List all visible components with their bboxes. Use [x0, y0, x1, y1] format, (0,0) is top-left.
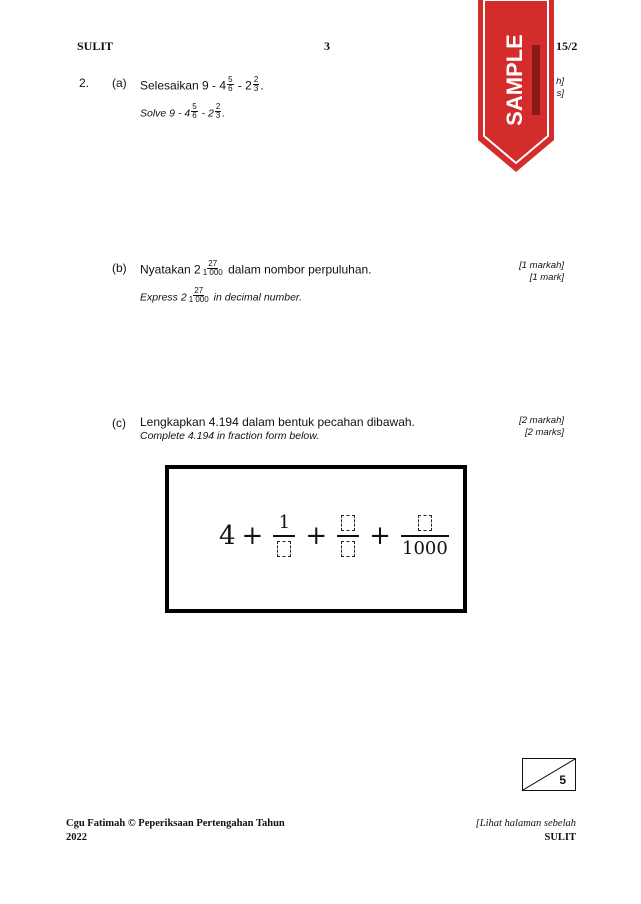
fraction-1	[273, 513, 295, 559]
page-number: 3	[324, 39, 330, 53]
blank-box[interactable]	[341, 515, 355, 531]
part-a-marks: h] s]	[556, 76, 564, 99]
fraction: $\frac{27}{1 000}$	[202, 259, 223, 277]
part-c-malay: Lengkapkan 4.194 dalam bentuk pecahan dibawah.	[140, 415, 415, 429]
fraction: $\frac{2}{3}$	[253, 75, 259, 93]
fraction-3-denominator: 1000	[402, 538, 448, 559]
fraction-1-numerator: 1	[273, 513, 295, 537]
plus-sign: +	[241, 521, 264, 551]
part-a-malay: Selesaikan 9 - 4 $\frac{5}{6}$ - 2 $\frac{2}{3}$ .	[140, 75, 264, 93]
fraction-expression	[219, 513, 453, 559]
part-a-english: Solve 9 - 4 $\frac{5}{6}$ - 2 $\frac{2}{3}$ .	[140, 102, 226, 120]
blank-box[interactable]	[418, 515, 432, 531]
fraction-2	[337, 513, 359, 559]
header-sulit: SULIT	[77, 39, 114, 53]
score-value: 5	[559, 773, 566, 787]
fraction: $\frac{5}{6}$	[228, 75, 233, 93]
sample-stamp	[478, 0, 554, 172]
part-c-label: (c)	[112, 416, 126, 430]
stamp-text: SAMPLE	[502, 34, 527, 126]
fraction: $\frac{2}{3}$	[215, 102, 221, 120]
part-c-marks: [2 markah] [2 marks]	[519, 415, 564, 438]
paper-code: 15/2	[556, 39, 578, 53]
plus-sign: +	[369, 521, 391, 551]
plus-sign: +	[305, 521, 328, 551]
score-box	[522, 758, 576, 791]
fraction-3	[401, 513, 449, 559]
part-b-malay: Nyatakan 2 $\frac{27}{1 000}$ dalam nombor perpuluhan.	[140, 259, 372, 277]
part-b-marks: [1 markah] [1 mark]	[519, 260, 564, 283]
blank-box[interactable]	[277, 541, 291, 557]
footer-left: Cgu Fatimah © Peperiksaan Pertengahan Tahun 2022	[66, 818, 285, 843]
question-number: 2.	[79, 76, 90, 90]
part-b-english: Express 2 $\frac{27}{1 000}$ in decimal number.	[140, 286, 302, 304]
part-c-english: Complete 4.194 in fraction form below.	[140, 430, 320, 442]
fraction: $\frac{5}{6}$	[192, 102, 197, 120]
answer-box	[165, 465, 467, 613]
footer-right: [Lihat halaman sebelah SULIT	[475, 818, 576, 843]
part-b-label: (b)	[112, 261, 127, 275]
part-a-label: (a)	[112, 76, 127, 90]
fraction: $\frac{27}{1 000}$	[188, 286, 209, 304]
blank-box[interactable]	[341, 541, 355, 557]
whole-number: 4	[219, 521, 236, 551]
